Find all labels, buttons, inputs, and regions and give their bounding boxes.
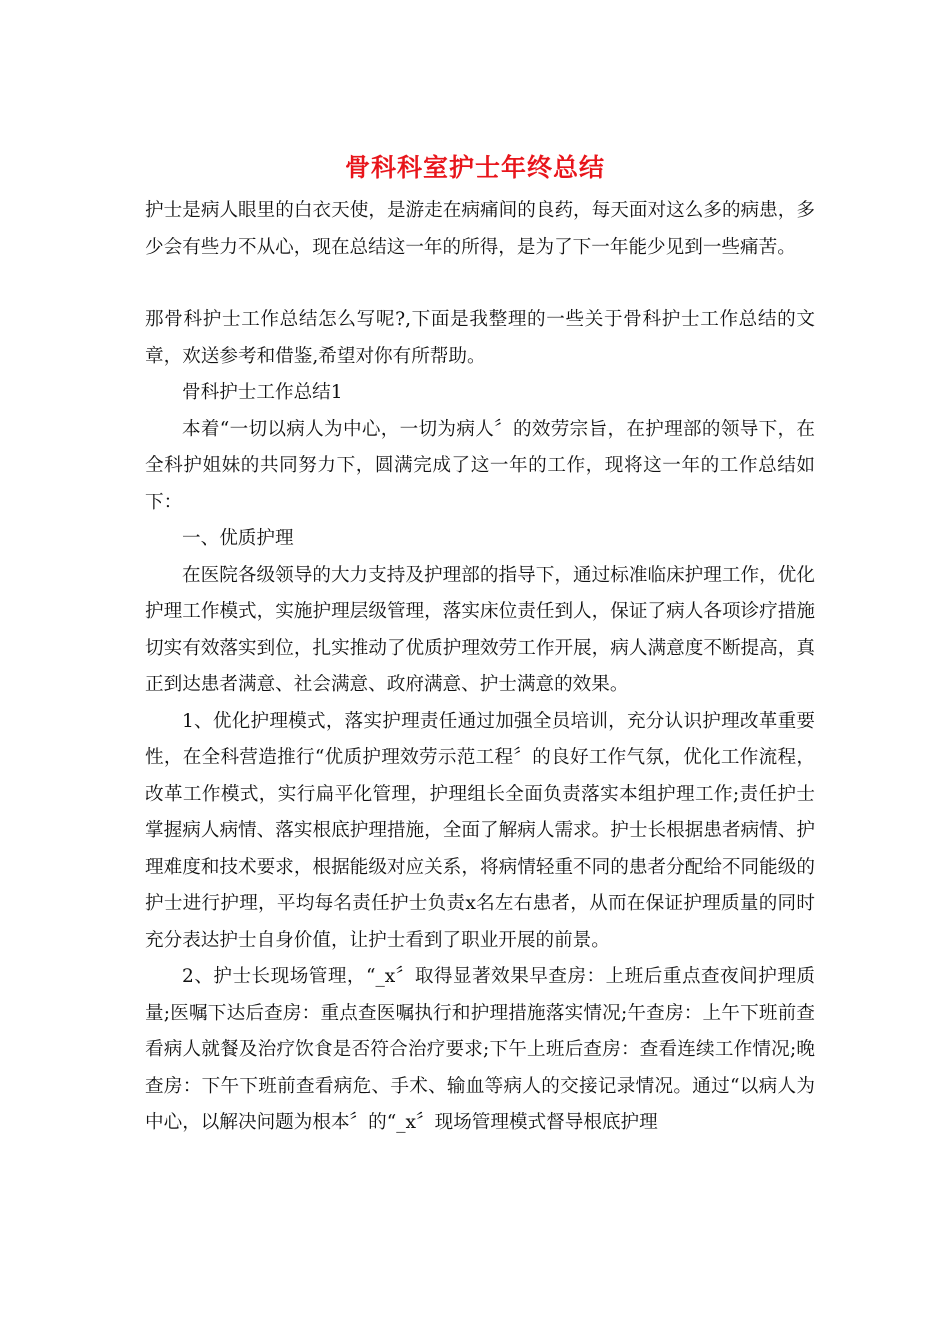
document-body (145, 193, 815, 1142)
lead-paragraph: 那骨科护士工作总结怎么写呢?,下面是我整理的一些关于骨科护士工作总结的文章，欢送参考和借鉴,希望对你有所帮助。 (145, 309, 815, 367)
body-paragraph: 2、护士长现场管理，“_x〞取得显著效果早查房：上班后重点查夜间护理质量;医嘱下达后查房：重点查医嘱执行和护理措施落实情况;午查房：上午下班前查看病人就餐及治疗饮食是否符合治疗要求;下午上班后查房：查看连续工作情况;晚查房：下午下班前查看病危、手术、输血等病人的交接记录情况。通过“以病人为中心，以解决问题为根本〞的“_x〞现场管理模式督导根底护理 (145, 966, 815, 1133)
section-heading: 骨科护士工作总结1 (182, 382, 343, 403)
intro-paragraph: 护士是病人眼里的白衣天使，是游走在病痛间的良药，每天面对这么多的病患，多少会有些力不从心，现在总结这一年的所得，是为了下一年能少见到一些痛苦。 (145, 200, 815, 258)
body-paragraph: 在医院各级领导的大力支持及护理部的指导下，通过标准临床护理工作，优化护理工作模式，实施护理层级管理，落实床位责任到人，保证了病人各项诊疗措施切实有效落实到位，扎实推动了优质护理效劳工作开展，病人满意度不断提高，真正到达患者满意、社会满意、政府满意、护士满意的效果。 (145, 564, 815, 695)
paragraph-gap (145, 266, 815, 302)
subsection-heading: 一、优质护理 (182, 528, 294, 549)
document-title: 骨科科室护士年终总结 (344, 153, 605, 182)
body-paragraph: 1、优化护理模式，落实护理责任通过加强全员培训，充分认识护理改革重要性，在全科营造推行“优质护理效劳示范工程〞的良好工作气氛，优化工作流程，改革工作模式，实行扁平化管理，护理组长全面负责落实本组护理工作;责任护士掌握病人病情、落实根底护理措施，全面了解病人需求。护士长根据患者病情、护理难度和技术要求，根据能级对应关系，将病情轻重不同的患者分配给不同能级的护士进行护理，平均每名责任护士负责x名左右患者，从而在保证护理质量的同时充分表达护士自身价值，让护士看到了职业开展的前景。 (145, 710, 815, 951)
body-paragraph: 本着“一切以病人为中心，一切为病人〞的效劳宗旨，在护理部的领导下，在全科护姐妹的共同努力下，圆满完成了这一年的工作，现将这一年的工作总结如下： (145, 418, 815, 513)
